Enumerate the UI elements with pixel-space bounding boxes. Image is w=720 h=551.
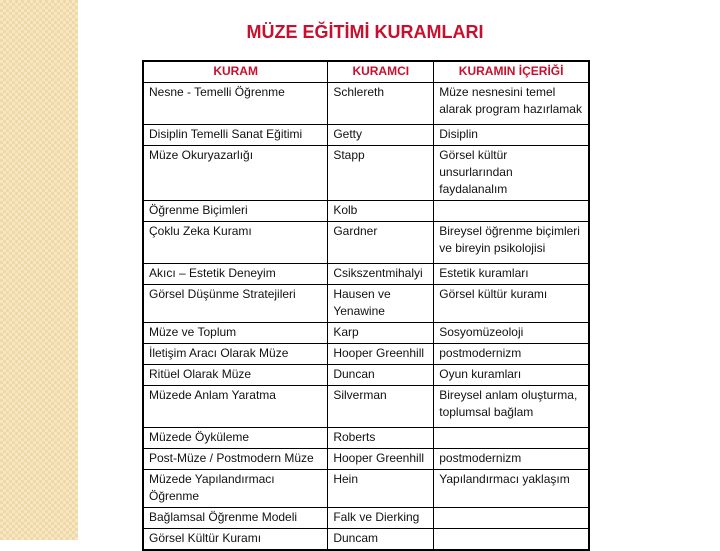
content-cell: Görsel kültür kuramı — [434, 285, 589, 323]
theorist-cell: Gardner — [328, 222, 434, 264]
theory-cell: Bağlamsal Öğrenme Modeli — [143, 508, 328, 529]
table-row — [143, 222, 589, 264]
content-cell — [434, 508, 589, 529]
table-row — [143, 470, 589, 508]
theorist-cell: Duncam — [328, 529, 434, 551]
theory-cell: Görsel Kültür Kuramı — [143, 529, 328, 551]
content-cell: Estetik kuramları — [434, 264, 589, 285]
table-row — [143, 264, 589, 285]
table-header-row — [143, 61, 589, 83]
content-cell: Sosyomüzeoloji — [434, 323, 589, 344]
theory-cell: Müzede Anlam Yaratma — [143, 386, 328, 428]
theory-cell: Post-Müze / Postmodern Müze — [143, 449, 328, 470]
table-row — [143, 344, 589, 365]
header-kuramci: KURAMCI — [328, 61, 434, 83]
table-row — [143, 201, 589, 222]
content-cell: Bireysel anlam oluşturma, toplumsal bağlam — [434, 386, 589, 428]
decorative-stripe — [0, 0, 78, 540]
theorist-cell: Karp — [328, 323, 434, 344]
theorist-cell: Roberts — [328, 428, 434, 449]
table-row — [143, 428, 589, 449]
table-row — [143, 146, 589, 201]
content-cell: Müze nesnesini temel alarak program hazırlamak — [434, 83, 589, 125]
theory-cell: Müze Okuryazarlığı — [143, 146, 328, 201]
content-cell: Bireysel öğrenme biçimleri ve bireyin psikolojisi — [434, 222, 589, 264]
theorist-cell: Hooper Greenhill — [328, 449, 434, 470]
header-kuram: KURAM — [143, 61, 328, 83]
theory-cell: Görsel Düşünme Stratejileri — [143, 285, 328, 323]
theory-cell: Nesne - Temelli Öğrenme — [143, 83, 328, 125]
theorist-cell: Duncan — [328, 365, 434, 386]
theory-cell: Disiplin Temelli Sanat Eğitimi — [143, 125, 328, 146]
theorist-cell: Falk ve Dierking — [328, 508, 434, 529]
theorist-cell: Getty — [328, 125, 434, 146]
table-row — [143, 83, 589, 125]
theory-cell: Ritüel Olarak Müze — [143, 365, 328, 386]
table-row — [143, 386, 589, 428]
theories-table — [142, 60, 590, 551]
table-row — [143, 285, 589, 323]
theory-cell: Öğrenme Biçimleri — [143, 201, 328, 222]
theory-cell: Akıcı – Estetik Deneyim — [143, 264, 328, 285]
content-cell — [434, 201, 589, 222]
content-cell: Disiplin — [434, 125, 589, 146]
theorist-cell: Stapp — [328, 146, 434, 201]
theorist-cell: Schlereth — [328, 83, 434, 125]
table-row — [143, 449, 589, 470]
content-cell: postmodernizm — [434, 449, 589, 470]
theory-cell: Müzede Yapılandırmacı Öğrenme — [143, 470, 328, 508]
table-row — [143, 323, 589, 344]
theorist-cell: Kolb — [328, 201, 434, 222]
theory-cell: Müzede Öyküleme — [143, 428, 328, 449]
content-cell — [434, 428, 589, 449]
theorist-cell: Silverman — [328, 386, 434, 428]
theory-cell: Çoklu Zeka Kuramı — [143, 222, 328, 264]
theorist-cell: Hausen ve Yenawine — [328, 285, 434, 323]
theorist-cell: Hooper Greenhill — [328, 344, 434, 365]
theorist-cell: Hein — [328, 470, 434, 508]
page-title: MÜZE EĞİTİMİ KURAMLARI — [246, 22, 484, 42]
table-row — [143, 508, 589, 529]
theorist-cell: Csikszentmihalyi — [328, 264, 434, 285]
table-row — [143, 365, 589, 386]
content-cell: Oyun kuramları — [434, 365, 589, 386]
table-row — [143, 125, 589, 146]
table-row — [143, 529, 589, 551]
content-cell: Görsel kültür unsurlarından faydalanalım — [434, 146, 589, 201]
content-cell — [434, 529, 589, 551]
theory-cell: İletişim Aracı Olarak Müze — [143, 344, 328, 365]
header-icerik: KURAMIN İÇERİĞİ — [434, 61, 589, 83]
content-cell: postmodernizm — [434, 344, 589, 365]
theory-cell: Müze ve Toplum — [143, 323, 328, 344]
content-cell: Yapılandırmacı yaklaşım — [434, 470, 589, 508]
